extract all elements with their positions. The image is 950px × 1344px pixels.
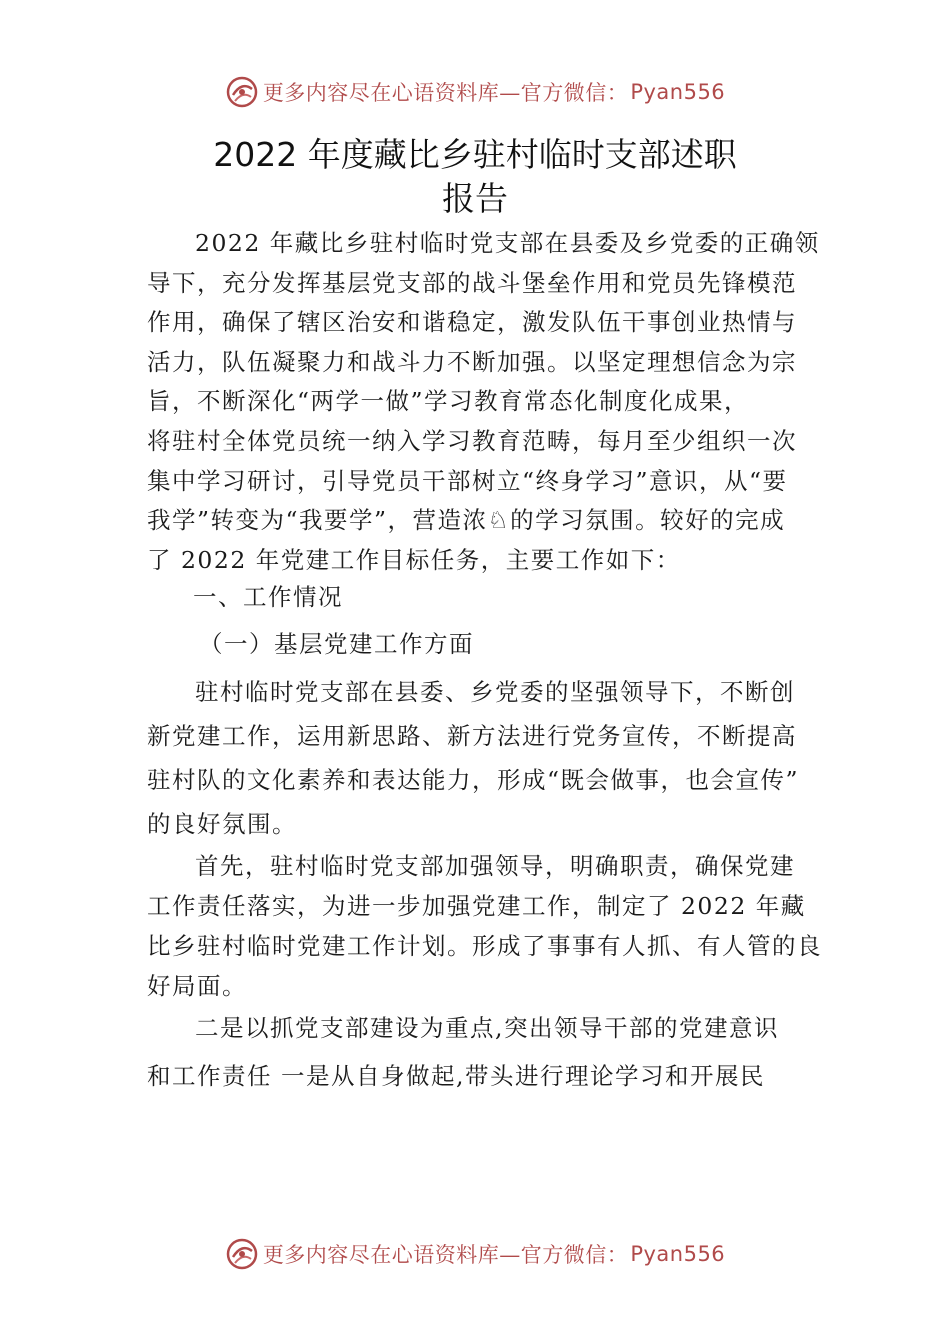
document-title-line-2: 报告 — [442, 179, 508, 218]
watermark-footer — [0, 1234, 950, 1274]
document-title-line-1: 2022 年度藏比乡驻村临时支部述职 — [213, 135, 737, 174]
text-line: 活力，队伍凝聚力和战斗力不断加强。以坚定理想信念为宗 — [147, 347, 797, 376]
text-line: 我学”转变为“我要学”，营造浓♘的学习氛围。较好的完成 — [147, 506, 786, 535]
text-line: 新党建工作，运用新思路、新方法进行党务宣传，不断提高 — [147, 722, 797, 750]
library-logo-icon — [225, 75, 259, 109]
paragraph-second-point — [147, 1004, 807, 1100]
text-line: 2022 年藏比乡驻村临时党支部在县委及乡党委的正确领 — [195, 229, 820, 257]
text-line: 驻村队的文化素养和表达能力，形成“既会做事，也会宣传” — [147, 766, 800, 794]
text-line: 了 2022 年党建工作目标任务，主要工作如下： — [147, 545, 681, 574]
watermark-wechat-id: Pyan556 — [630, 1242, 726, 1266]
library-logo-icon — [225, 1237, 259, 1271]
text-line: 导下，充分发挥基层党支部的战斗堡垒作用和党员先锋模范 — [147, 268, 797, 297]
section-heading: 一、工作情况 — [193, 583, 343, 611]
watermark-text: 更多内容尽在心语资料库—官方微信： — [262, 1243, 629, 1267]
text-line: 作用，确保了辖区治安和谐稳定，激发队伍干事创业热情与 — [147, 308, 797, 337]
paragraph-intro — [147, 224, 820, 580]
text-line: 将驻村全体党员统一纳入学习教育范畴，每月至少组织一次 — [147, 426, 797, 455]
text-line: 驻村临时党支部在县委、乡党委的坚强领导下，不断创 — [195, 678, 795, 706]
text-line: 的良好氛围。 — [147, 810, 297, 838]
paragraph-first-point — [147, 846, 822, 1006]
text-line: 集中学习研讨，引导党员干部树立“终身学习”意识，从“要 — [147, 466, 788, 495]
text-line: 二是以抓党支部建设为重点,突出领导干部的党建意识 — [195, 1014, 779, 1042]
watermark-header — [0, 72, 950, 112]
paragraph-party-building — [147, 670, 807, 846]
subsection-heading: （一）基层党建工作方面 — [199, 630, 474, 658]
text-line: 和工作责任 一是从自身做起,带头进行理论学习和开展民 — [147, 1062, 765, 1090]
text-line: 比乡驻村临时党建工作计划。形成了事事有人抓、有人管的良 — [147, 932, 822, 960]
text-line: 好局面。 — [147, 972, 247, 1000]
watermark-wechat-id: Pyan556 — [630, 80, 726, 104]
text-line: 工作责任落实，为进一步加强党建工作，制定了 2022 年藏 — [147, 892, 806, 920]
watermark-text: 更多内容尽在心语资料库—官方微信： — [262, 81, 629, 105]
text-line: 首先，驻村临时党支部加强领导，明确职责，确保党建 — [195, 852, 795, 880]
text-line: 旨，不断深化“两学一做”学习教育常态化制度化成果， — [147, 387, 750, 416]
